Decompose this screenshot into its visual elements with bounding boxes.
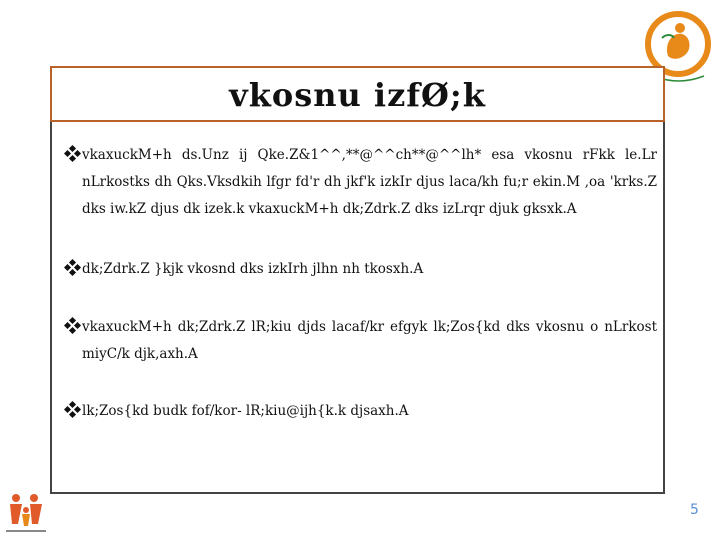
bullet-text: vkaxuckM+h dk;Zdrk.Z lR;kiu djds lacaf/kr efgyk lk;Zos{kd dks vkosnu o nLrkost miyC/k djk,axh.A (82, 319, 657, 362)
content-box (50, 122, 665, 494)
bullet-text: dk;Zdrk.Z }kjk vkosnd dks izkIrh jlhn nh tkosxh.A (82, 261, 424, 277)
diamond-bullet-icon (64, 398, 84, 425)
diamond-bullet-icon (64, 314, 84, 341)
family-logo-icon (2, 488, 50, 536)
bullet-text: vkaxuckM+h ds.Unz ij Qke.Z&1^^,**@^^ch**@^^lh* esa vkosnu rFkk le.Lr nLrkostks dh Qks.Vksdkih lfgr fd'r dh jkf'k izkIr djus laca/kh fu;r ekin.M ,oa 'krks.Z dks iw.kZ djus dk izek.k vkaxuckM+h dk;Zdrk.Z dks izLrqr djuk gksxk.A (82, 147, 657, 217)
bullet-text: lk;Zos{kd budk fof/kor- lR;kiu@ijh{k.k djsaxh.A (82, 403, 409, 419)
bullet-item (64, 398, 657, 425)
title-box (50, 66, 665, 122)
bullet-item (64, 256, 657, 283)
bullet-item (64, 314, 657, 368)
bullet-item (64, 142, 657, 223)
diamond-bullet-icon (64, 142, 84, 169)
page-number: 5 (690, 502, 699, 518)
slide-title: vkosnu izfØ;k (229, 76, 486, 114)
diamond-bullet-icon (64, 256, 84, 283)
